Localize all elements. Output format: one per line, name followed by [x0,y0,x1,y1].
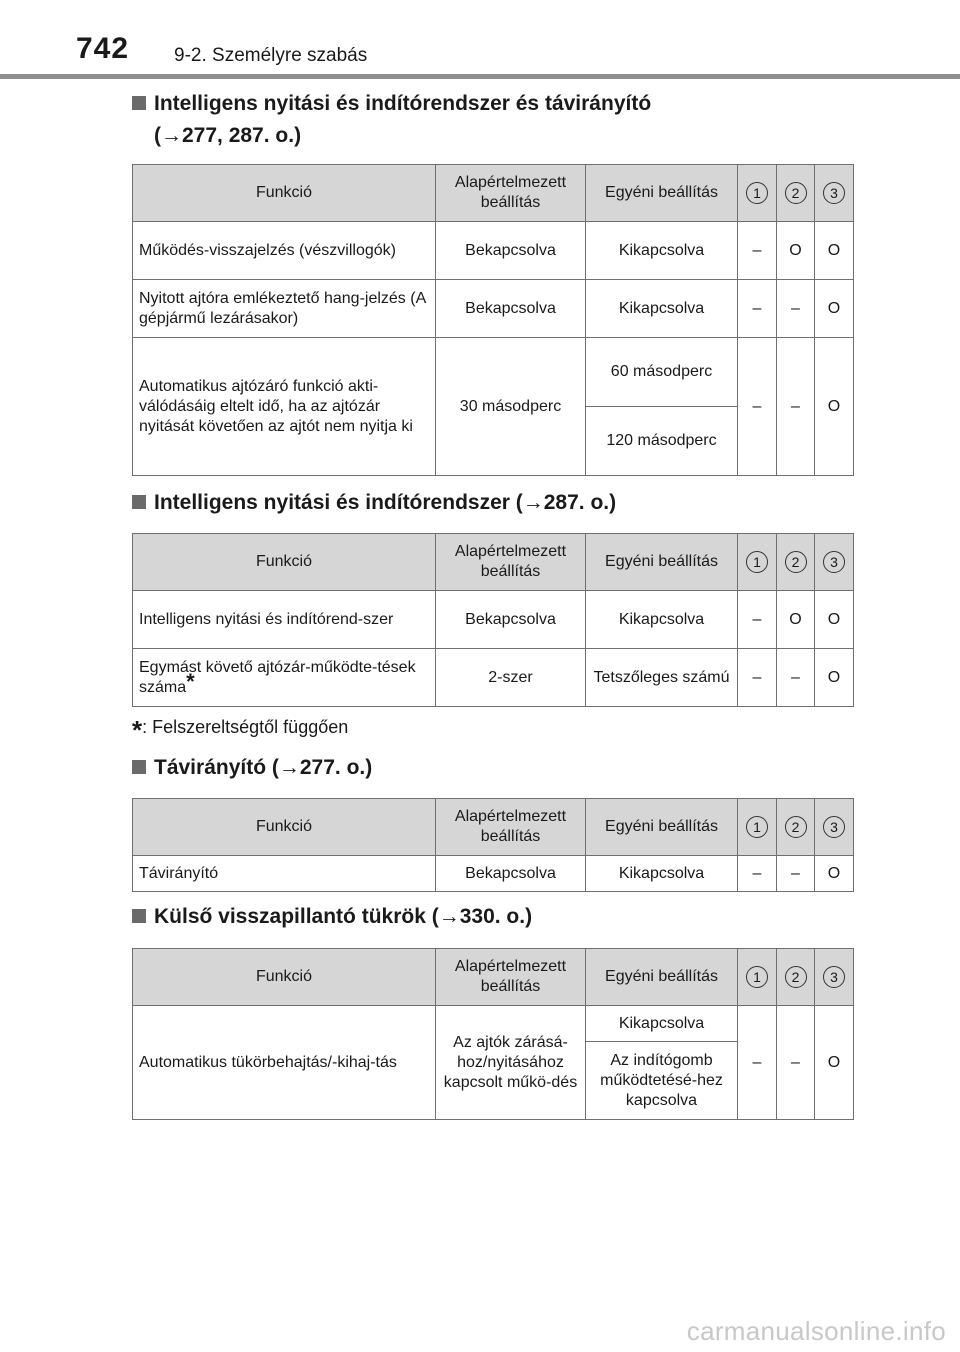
cell-2: – [777,856,815,892]
cell-funkcio: Távirányító [133,856,436,892]
col-egyeni: Egyéni beállítás [586,949,738,1006]
circled-1-icon: 1 [746,182,768,204]
col-1 [738,165,777,222]
cell-3: O [815,280,854,338]
page-number: 742 [76,32,130,65]
cell-egyeni: Az indítógomb működtetésé-hez kapcsolva [586,1042,738,1120]
cell-egyeni: Kikapcsolva [586,856,738,892]
col-1 [738,799,777,856]
col-funkcio: Funkció [133,534,436,591]
settings-table-3 [132,798,854,892]
page-header [0,0,960,80]
table-header-row [133,949,854,1006]
col-egyeni: Egyéni beállítás [586,799,738,856]
circled-3-icon: 3 [823,182,845,204]
section-title-text: Intelligens nyitási és indítórendszer és távirányító (→277, 287. o.) [154,92,652,147]
header-divider [0,74,960,79]
circled-2-icon: 2 [785,966,807,988]
col-1 [738,949,777,1006]
cell-egyeni: Kikapcsolva [586,280,738,338]
col-2 [777,949,815,1006]
circled-2-icon: 2 [785,182,807,204]
circled-1-icon: 1 [746,551,768,573]
circled-3-icon: 3 [823,966,845,988]
cell-funkcio [133,649,436,707]
cell-1: – [738,649,777,707]
cell-egyeni: Kikapcsolva [586,222,738,280]
circled-3-icon: 3 [823,551,845,573]
cell-2: – [777,649,815,707]
footnote-mark: * [132,715,143,745]
circled-2-icon: 2 [785,551,807,573]
asterisk-mark: * [186,668,195,694]
col-egyeni: Egyéni beállítás [586,165,738,222]
cell-3: O [815,856,854,892]
table-row [133,1006,854,1042]
col-2 [777,534,815,591]
col-3 [815,165,854,222]
table-row [133,591,854,649]
col-1 [738,534,777,591]
table-header-row [133,534,854,591]
cell-2: O [777,591,815,649]
section-title-text: Intelligens nyitási és indítórendszer (→287. o.) [154,491,617,514]
col-alap: Alapértelmezett beállítás [436,534,586,591]
cell-3: O [815,222,854,280]
table-header-row [133,799,854,856]
footnote [132,715,348,746]
col-alap: Alapértelmezett beállítás [436,165,586,222]
cell-2: – [777,338,815,476]
col-egyeni: Egyéni beállítás [586,534,738,591]
circled-1-icon: 1 [746,966,768,988]
watermark: carmanualsonline.info [686,1316,946,1346]
col-3 [815,534,854,591]
cell-egyeni: 120 másodperc [586,407,738,476]
table-header-row [133,165,854,222]
col-2 [777,165,815,222]
cell-1: – [738,591,777,649]
cell-alap: Bekapcsolva [436,222,586,280]
circled-1-icon: 1 [746,816,768,838]
cell-1: – [738,856,777,892]
cell-funkcio: Nyitott ajtóra emlékeztető hang-jelzés (A gépjármű lezárásakor) [133,280,436,338]
cell-1: – [738,1006,777,1120]
settings-table-2 [132,533,854,707]
cell-alap: Bekapcsolva [436,591,586,649]
col-3 [815,949,854,1006]
cell-egyeni: Kikapcsolva [586,591,738,649]
table-row [133,280,854,338]
cell-1: – [738,338,777,476]
cell-funkcio: Működés-visszajelzés (vészvillogók) [133,222,436,280]
cell-alap: Az ajtók zárásá-hoz/nyitásához kapcsolt műkö-dés [436,1006,586,1120]
section-title-text: Távirányító (→277. o.) [154,756,373,779]
col-funkcio: Funkció [133,799,436,856]
cell-3: O [815,591,854,649]
section-title-4 [132,901,532,933]
col-3 [815,799,854,856]
table-row [133,856,854,892]
cell-1: – [738,222,777,280]
col-alap: Alapértelmezett beállítás [436,799,586,856]
square-bullet-icon [132,96,146,110]
settings-table-4 [132,948,854,1120]
circled-2-icon: 2 [785,816,807,838]
cell-alap: Bekapcsolva [436,856,586,892]
table-row [133,649,854,707]
cell-alap: Bekapcsolva [436,280,586,338]
cell-alap: 2-szer [436,649,586,707]
cell-funkcio: Intelligens nyitási és indítórend-szer [133,591,436,649]
cell-1: – [738,280,777,338]
cell-2: – [777,1006,815,1120]
section-label: 9-2. Személyre szabás [174,45,368,66]
cell-3: O [815,1006,854,1120]
col-funkcio: Funkció [133,165,436,222]
cell-alap: 30 másodperc [436,338,586,476]
cell-egyeni: Tetszőleges számú [586,649,738,707]
section-title-3 [132,752,372,784]
cell-egyeni: Kikapcsolva [586,1006,738,1042]
section-title-2 [132,487,616,519]
cell-2: – [777,280,815,338]
col-funkcio: Funkció [133,949,436,1006]
section-title-1 [132,88,651,152]
col-2 [777,799,815,856]
cell-funkcio: Automatikus tükörbehajtás/-kihaj-tás [133,1006,436,1120]
cell-3: O [815,649,854,707]
square-bullet-icon [132,760,146,774]
table-row [133,222,854,280]
cell-egyeni: 60 másodperc [586,338,738,407]
square-bullet-icon [132,495,146,509]
section-title-text: Külső visszapillantó tükrök (→330. o.) [154,905,533,928]
col-alap: Alapértelmezett beállítás [436,949,586,1006]
circled-3-icon: 3 [823,816,845,838]
footnote-text: : Felszereltségtől függően [142,717,349,737]
cell-2: O [777,222,815,280]
cell-funkcio: Automatikus ajtózáró funkció akti-válódásáig eltelt idő, ha az ajtózár nyitását követően az ajtót nem nyitja ki [133,338,436,476]
cell-funkcio-text: Egymást követő ajtózár-működte-tések száma [139,658,416,696]
cell-3: O [815,338,854,476]
table-row [133,338,854,407]
settings-table-1 [132,164,854,476]
square-bullet-icon [132,909,146,923]
